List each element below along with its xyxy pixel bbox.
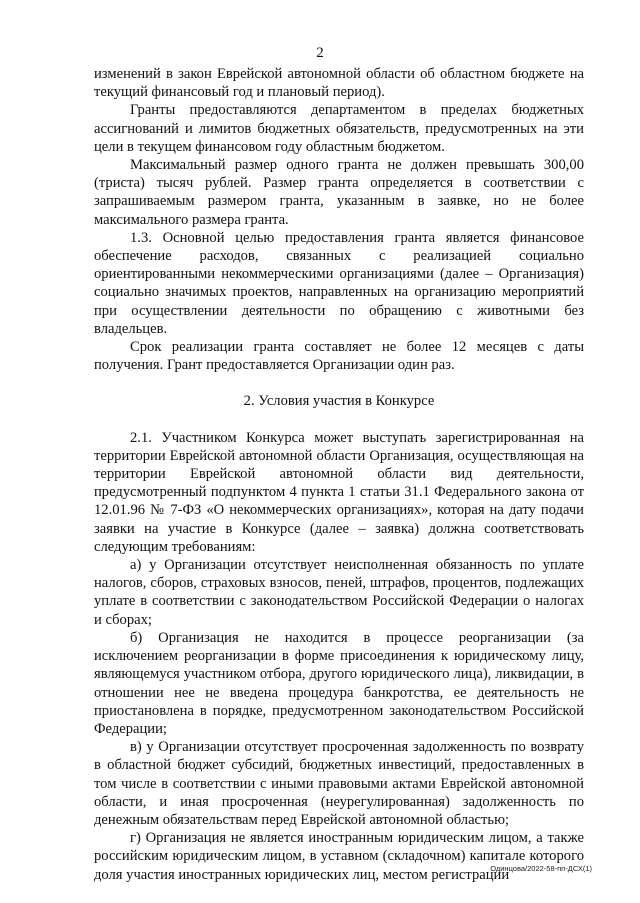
paragraph-continuation: изменений в закон Еврейской автономной области об областном бюджете на текущий финансовый год и плановый период). — [94, 66, 584, 101]
paragraph-requirement-b: б) Организация не находится в процессе реорганизации (за исключением реорганизации в форме присоединения к юридическому лицу, являющемуся участником отбора, другого юридического лица), ликвидации, в отношении нее не введена процедура банкротства, ее деятельность не приостановлена в порядке, предусмотренном законодательством Российской Федерации; — [94, 629, 584, 737]
paragraph-grants-provision: Гранты предоставляются департаментом в пределах бюджетных ассигнований и лимитов бюджетных обязательств, предусмотренных на эти цели в текущем финансовом году областным бюджетом. — [94, 102, 584, 155]
page-number: 2 — [316, 45, 324, 61]
paragraph-grant-purpose: 1.3. Основной целью предоставления гранта является финансовое обеспечение расходов, связанных с реализацией социально ориентированными некоммерческими организациями (далее – Организация) социально значимых проектов, направленных на организацию мероприятий при осуществлении деятельности по обращению с животными без владельцев. — [94, 229, 584, 337]
paragraph-participant-requirements: 2.1. Участником Конкурса может выступать зарегистрированная на территории Еврейской автономной области Организация, осуществляющая на территории Еврейской автономной области вид деятельности, предусмотренный подпунктом 4 пункта 1 статьи 31.1 Федерального закона от 12.01.96 № 7-ФЗ «О некоммерческих организациях», которая на дату подачи заявки на участие в Конкурсе (далее – заявка) должна соответствовать следующим требованиям: — [94, 429, 584, 555]
paragraph-requirement-a: а) у Организации отсутствует неисполненная обязанность по уплате налогов, сборов, страховых взносов, пеней, штрафов, процентов, подлежащих уплате в соответствии с законодательством Российской Федерации о налогах и сборах; — [94, 557, 584, 628]
document-body — [94, 65, 584, 884]
paragraph-requirement-d: г) Организация не является иностранным юридическим лицом, а также российским юридическим лицом, в уставном (складочном) капитале которого доля участия иностранных юридических лиц, местом регистрации — [94, 830, 584, 883]
document-code: Одинцова/2022-58-пп-ДСХ(1) — [490, 864, 592, 873]
section-heading: 2. Условия участия в Конкурсе — [243, 393, 435, 410]
paragraph-grant-term: Срок реализации гранта составляет не более 12 месяцев с даты получения. Грант предоставляется Организации один раз. — [94, 339, 584, 374]
paragraph-requirement-c: в) у Организации отсутствует просроченная задолженность по возврату в областной бюджет субсидий, бюджетных инвестиций, предоставленных в том числе в соответствии с иными правовыми актами Еврейской автономной области, и иная просроченная (неурегулированная) задолженность по денежным обязательствам перед Еврейской автономной областью; — [94, 739, 584, 828]
paragraph-max-grant-size: Максимальный размер одного гранта не должен превышать 300,00 (триста) тысяч рублей. Размер гранта определяется в соответствии с запрашиваемым размером гранта, указанным в заявке, но не более максимального размера гранта. — [94, 157, 584, 228]
